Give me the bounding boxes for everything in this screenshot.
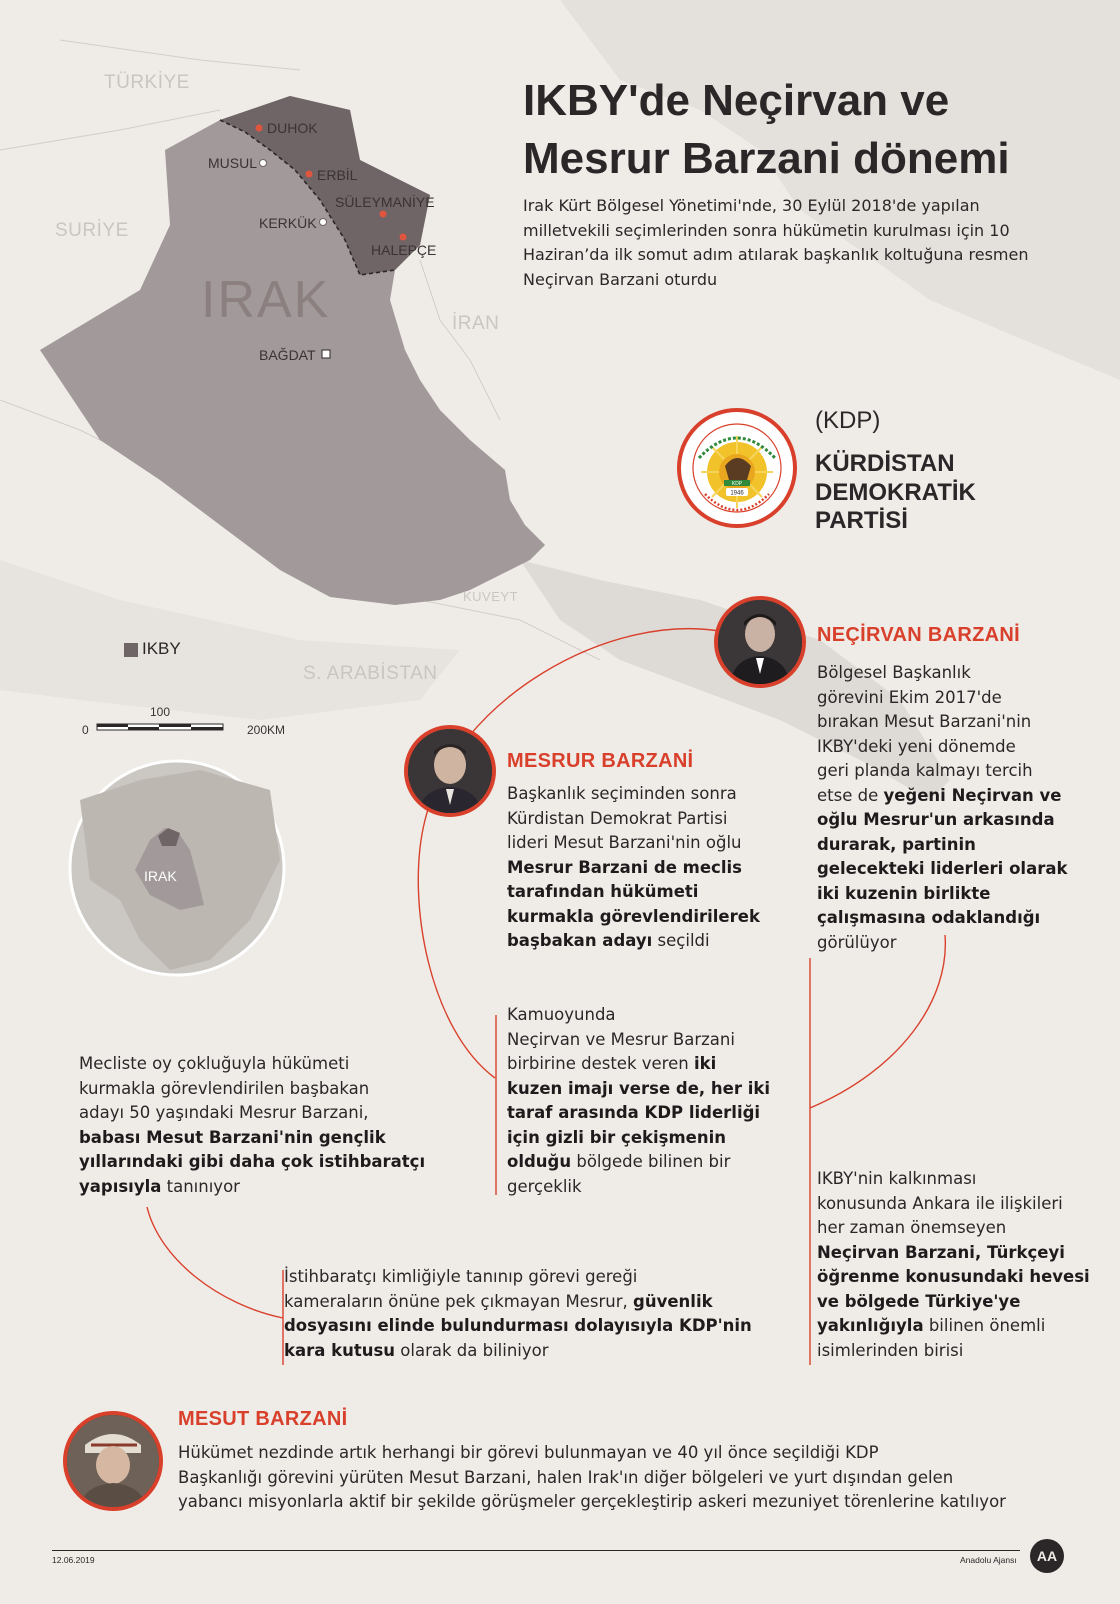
erbil-marker <box>306 171 313 178</box>
city-halepce: HALEPÇE <box>371 242 437 258</box>
note-ankara: IKBY'nin kalkınması konusunda Ankara ile ilişkileri her zaman önemseyen Neçirvan Barzani, Türkçeyi öğrenme konusundaki hevesi ve bölgede Türkiye'ye yakınlığıyla bilinen önemli isimlerinden birisi <box>817 1169 1090 1360</box>
mesrur-portrait <box>404 725 496 817</box>
duhok-marker <box>256 125 263 132</box>
city-musul: MUSUL <box>208 155 258 171</box>
terrain-shading <box>560 0 1120 380</box>
note-kamuoyu: Kamuoyunda Neçirvan ve Mesrur Barzani birbirine destek veren iki kuzen imajı verse de, her iki taraf arasında KDP liderliği için gizli bir çekişmenin olduğu bölgede bilinen bir gerçeklik <box>507 1005 771 1196</box>
necirvan-name: NEÇİRVAN BARZANİ <box>817 624 1020 646</box>
kerkuk-marker <box>320 219 327 226</box>
aa-logo: AA <box>1030 1539 1064 1573</box>
necirvan-text: Bölgesel Başkanlık görevini Ekim 2017'de bırakan Mesut Barzani'nin IKBY'deki yeni dönemde geri planda kalmayı tercih etse de yeğeni Neçirvan ve oğlu Mesrur'un arkasında durarak, partinin gelecekteki liderleri olarak iki kuzenin birlikte çalışmasına odaklandığı görülüyor <box>817 663 1068 952</box>
city-suleymaniye: SÜLEYMANİYE <box>335 194 435 210</box>
inset-label: IRAK <box>144 868 177 884</box>
scale-mid: 100 <box>150 705 171 719</box>
logo-abbr: KDP <box>731 481 743 487</box>
label-irak: IRAK <box>201 271 331 329</box>
label-iran: İRAN <box>452 313 500 334</box>
party-name: KÜRDİSTAN DEMOKRATİK PARTİSİ <box>815 450 976 534</box>
musul-marker <box>260 160 267 167</box>
footer-divider <box>52 1550 1020 1551</box>
suleymaniye-marker <box>380 211 387 218</box>
party-abbr: (KDP) <box>815 407 881 434</box>
kdp-logo <box>677 408 797 528</box>
city-kerkuk: KERKÜK <box>259 215 317 231</box>
bagdat-marker <box>322 350 330 358</box>
city-bagdat: BAĞDAT <box>259 347 316 363</box>
portrait-silhouette-icon <box>67 1415 159 1507</box>
footer-agency: Anadolu Ajansı <box>960 1555 1017 1565</box>
mesrur-text: Başkanlık seçiminden sonra Kürdistan Demokrat Partisi lideri Mesut Barzani'nin oğlu Mesrur Barzani de meclis tarafından hükümeti kurmakla görevlendirilerek başbakan adayı seçildi <box>507 784 760 950</box>
note-meclis: Mecliste oy çokluğuyla hükümeti kurmakla görevlendirilen başbakan adayı 50 yaşındaki Mesrur Barzani, babası Mesut Barzani'nin gençlik yıllarındaki gibi daha çok istihbaratçı yapısıyla tanınıyor <box>79 1054 426 1196</box>
label-arabistan: S. ARABİSTAN <box>303 663 438 684</box>
inset-globe <box>70 761 284 975</box>
city-erbil: ERBİL <box>317 167 358 183</box>
mesrur-name: MESRUR BARZANİ <box>507 750 694 772</box>
lead-paragraph: Irak Kürt Bölgesel Yönetimi'nde, 30 Eylül 2018'de yapılan milletvekili seçimlerinden sonra hükümetin kurulması için 10 Haziran’da ilk somut adım atılarak başkanlık koltuğuna resmen Neçirvan Barzani oturdu <box>523 196 1029 289</box>
portrait-silhouette-icon <box>718 600 802 684</box>
portrait-silhouette-icon <box>408 729 492 813</box>
legend-label: IKBY <box>142 639 181 658</box>
scale-bar <box>97 724 223 730</box>
scale-zero: 0 <box>82 723 89 737</box>
mesut-portrait <box>63 1411 163 1511</box>
label-kuveyt: KUVEYT <box>463 589 519 604</box>
logo-year: 1946 <box>730 490 744 497</box>
city-duhok: DUHOK <box>267 120 318 136</box>
mesut-name: MESUT BARZANİ <box>178 1408 348 1430</box>
footer-date: 12.06.2019 <box>52 1555 95 1565</box>
label-suriye: SURİYE <box>55 220 129 241</box>
page-title: IKBY'de Neçirvan ve Mesrur Barzani dönemi <box>523 76 1010 183</box>
label-turkiye: TÜRKİYE <box>104 72 190 93</box>
halepce-marker <box>400 234 407 241</box>
note-istihbarat: İstihbaratçı kimliğiyle tanınıp görevi gereği kameraların önüne pek çıkmayan Mesrur, güvenlik dosyasını elinde bulundurması dolayısıyla KDP'nin kara kutusu olarak da biliniyor <box>284 1267 752 1360</box>
scale-end: 200KM <box>247 723 286 737</box>
legend-swatch <box>124 643 138 657</box>
necirvan-portrait <box>714 596 806 688</box>
mesut-text: Hükümet nezdinde artık herhangi bir görevi bulunmayan ve 40 yıl önce seçildiği KDP Başkanlığı görevini yürüten Mesut Barzani, halen Irak'ın diğer bölgeleri ve yurt dışından gelen yabancı misyonlarla aktif bir şekilde görüşmeler gerçekleştirip askeri mezuniyet törenlerine katılıyor <box>178 1443 1006 1511</box>
